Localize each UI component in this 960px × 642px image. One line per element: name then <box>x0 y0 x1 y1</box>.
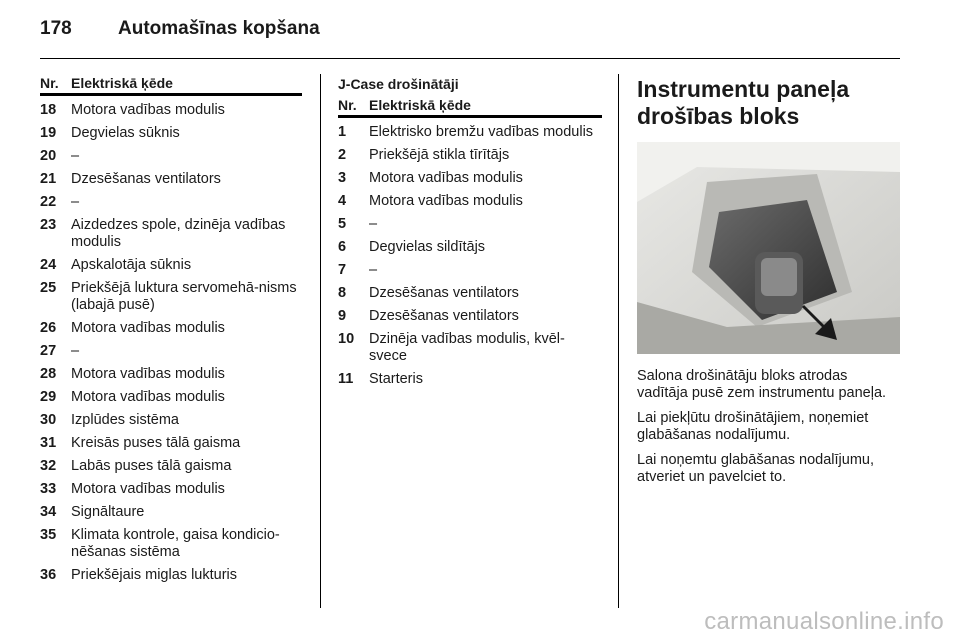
fuse-number: 20 <box>40 148 57 164</box>
fuse-number: 25 <box>40 280 57 296</box>
fuse-number: 8 <box>338 285 347 301</box>
fuse-number: 31 <box>40 435 57 451</box>
fuse-circuit: Degvielas sūknis <box>71 125 180 141</box>
fuse-circuit: Elektrisko bremžu vadības modulis <box>369 124 594 140</box>
fuse-box-photo <box>637 142 900 354</box>
watermark: carmanualsonline.info <box>704 608 944 635</box>
paragraph-remove: Lai noņemtu glabāšanas nodalījumu, atveriet un pavelciet to. <box>637 452 874 485</box>
section-heading-line-1: Instrumentu paneļa <box>637 76 850 102</box>
fuse-number: 35 <box>40 527 57 543</box>
column-header-circuit: Elektriskā ķēde <box>71 75 173 91</box>
table-body <box>40 102 302 584</box>
table-row <box>40 389 302 406</box>
table-row <box>338 308 602 325</box>
table-row <box>338 331 602 365</box>
section-heading-line-2: drošības bloks <box>637 103 800 129</box>
fuse-circuit: Motora vadības modulis <box>369 170 523 186</box>
fuse-number: 27 <box>40 343 57 359</box>
fuse-box-illustration <box>637 142 900 354</box>
table-row <box>338 371 602 388</box>
table-header <box>40 76 302 96</box>
table-row <box>40 194 302 211</box>
fuse-number: 23 <box>40 217 57 233</box>
column-header-nr: Nr. <box>40 75 59 91</box>
table-row <box>40 481 302 498</box>
table-row <box>40 458 302 475</box>
fuse-circuit: Starteris <box>369 371 423 387</box>
table-row <box>40 171 302 188</box>
table-row <box>40 527 302 561</box>
table-row <box>40 504 302 521</box>
paragraph-access: Lai piekļūtu drošinātājiem, noņemiet glabāšanas nodalījumu. <box>637 410 869 443</box>
table-row <box>40 217 302 251</box>
table-row <box>338 285 602 302</box>
fuse-circuit: Degvielas sildītājs <box>369 239 486 255</box>
fuse-circuit: Motora vadības modulis <box>71 102 225 118</box>
fuse-circuit: Dzinēja vadības modulis, kvēl-svece <box>369 331 565 364</box>
fuse-circuit: Priekšējā luktura servomehā-nisms (labajā pusē) <box>71 280 297 313</box>
section-title: J-Case drošinātāji <box>338 76 459 92</box>
fuse-circuit: Apskalotāja sūknis <box>71 257 192 273</box>
fuse-circuit: – <box>369 262 378 278</box>
fuse-circuit: Motora vadības modulis <box>71 366 225 382</box>
table-row <box>40 412 302 429</box>
fuse-circuit: Motora vadības modulis <box>71 389 225 405</box>
table-row <box>338 216 602 233</box>
fuse-number: 4 <box>338 193 347 209</box>
fuse-circuit: – <box>369 216 378 232</box>
fuse-number: 19 <box>40 125 57 141</box>
table-row <box>40 148 302 165</box>
fuse-circuit: Motora vadības modulis <box>71 481 225 497</box>
fuse-circuit: Kreisās puses tālā gaisma <box>71 435 241 451</box>
fuse-circuit: Priekšējais miglas lukturis <box>71 567 237 583</box>
fuse-table-left <box>40 76 302 584</box>
fuse-number: 1 <box>338 124 347 140</box>
fuse-circuit: Motora vadības modulis <box>369 193 523 209</box>
table-row <box>40 320 302 337</box>
table-row <box>338 170 602 187</box>
column-header-circuit: Elektriskā ķēde <box>369 97 471 113</box>
table-row <box>40 366 302 383</box>
fuse-number: 33 <box>40 481 57 497</box>
fuse-number: 21 <box>40 171 57 187</box>
fuse-number: 36 <box>40 567 57 583</box>
fuse-number: 2 <box>338 147 347 163</box>
fuse-number: 6 <box>338 239 347 255</box>
fuse-circuit: Dzesēšanas ventilators <box>369 308 519 324</box>
fuse-number: 30 <box>40 412 57 428</box>
fuse-circuit: Dzesēšanas ventilators <box>369 285 519 301</box>
fuse-circuit: Dzesēšanas ventilators <box>71 171 221 187</box>
table-row <box>338 193 602 210</box>
fuse-number: 10 <box>338 331 355 347</box>
page-header <box>40 18 900 50</box>
table-row <box>40 257 302 274</box>
fuse-number: 34 <box>40 504 57 520</box>
table-row <box>40 435 302 452</box>
header-rule <box>40 58 900 59</box>
column-divider-right <box>618 74 619 608</box>
fuse-number: 32 <box>40 458 57 474</box>
page-title: Automašīnas kopšana <box>118 18 320 39</box>
table-row <box>338 239 602 256</box>
table-row <box>40 343 302 360</box>
page-number: 178 <box>40 18 72 39</box>
fuse-circuit: Izplūdes sistēma <box>71 412 179 428</box>
fuse-circuit: Motora vadības modulis <box>71 320 225 336</box>
fuse-number: 22 <box>40 194 57 210</box>
fuse-number: 7 <box>338 262 347 278</box>
fuse-circuit: Labās puses tālā gaisma <box>71 458 232 474</box>
fuse-number: 29 <box>40 389 57 405</box>
table-body <box>338 124 602 388</box>
column-header-nr: Nr. <box>338 97 357 113</box>
fuse-circuit: Signāltaure <box>71 504 145 520</box>
fuse-circuit: Aizdedzes spole, dzinēja vadības modulis <box>71 217 286 250</box>
fuse-table-jcase <box>338 76 602 388</box>
fuse-number: 18 <box>40 102 57 118</box>
paragraph-location: Salona drošinātāju bloks atrodas vadītāja pusē zem instrumentu paneļa. <box>637 368 887 401</box>
fuse-number: 28 <box>40 366 57 382</box>
fuse-circuit: – <box>71 148 80 164</box>
table-row <box>338 124 602 141</box>
fuse-circuit: Klimata kontrole, gaisa kondicio-nēšanas sistēma <box>71 527 280 560</box>
column-divider-left <box>320 74 321 608</box>
table-row <box>40 567 302 584</box>
table-row <box>40 125 302 142</box>
table-row <box>338 147 602 164</box>
fuse-circuit: – <box>71 343 80 359</box>
instrument-panel-section <box>637 76 900 486</box>
section-heading <box>637 76 900 130</box>
fuse-circuit: – <box>71 194 80 210</box>
fuse-circuit: Priekšējā stikla tīrītājs <box>369 147 510 163</box>
fuse-number: 5 <box>338 216 347 232</box>
fuse-number: 11 <box>338 371 354 387</box>
fuse-number: 24 <box>40 257 57 273</box>
fuse-number: 9 <box>338 308 347 324</box>
fuse-number: 3 <box>338 170 347 186</box>
table-row <box>40 102 302 119</box>
fuse-number: 26 <box>40 320 57 336</box>
table-row <box>40 280 302 314</box>
table-row <box>338 262 602 279</box>
table-header <box>338 98 602 118</box>
